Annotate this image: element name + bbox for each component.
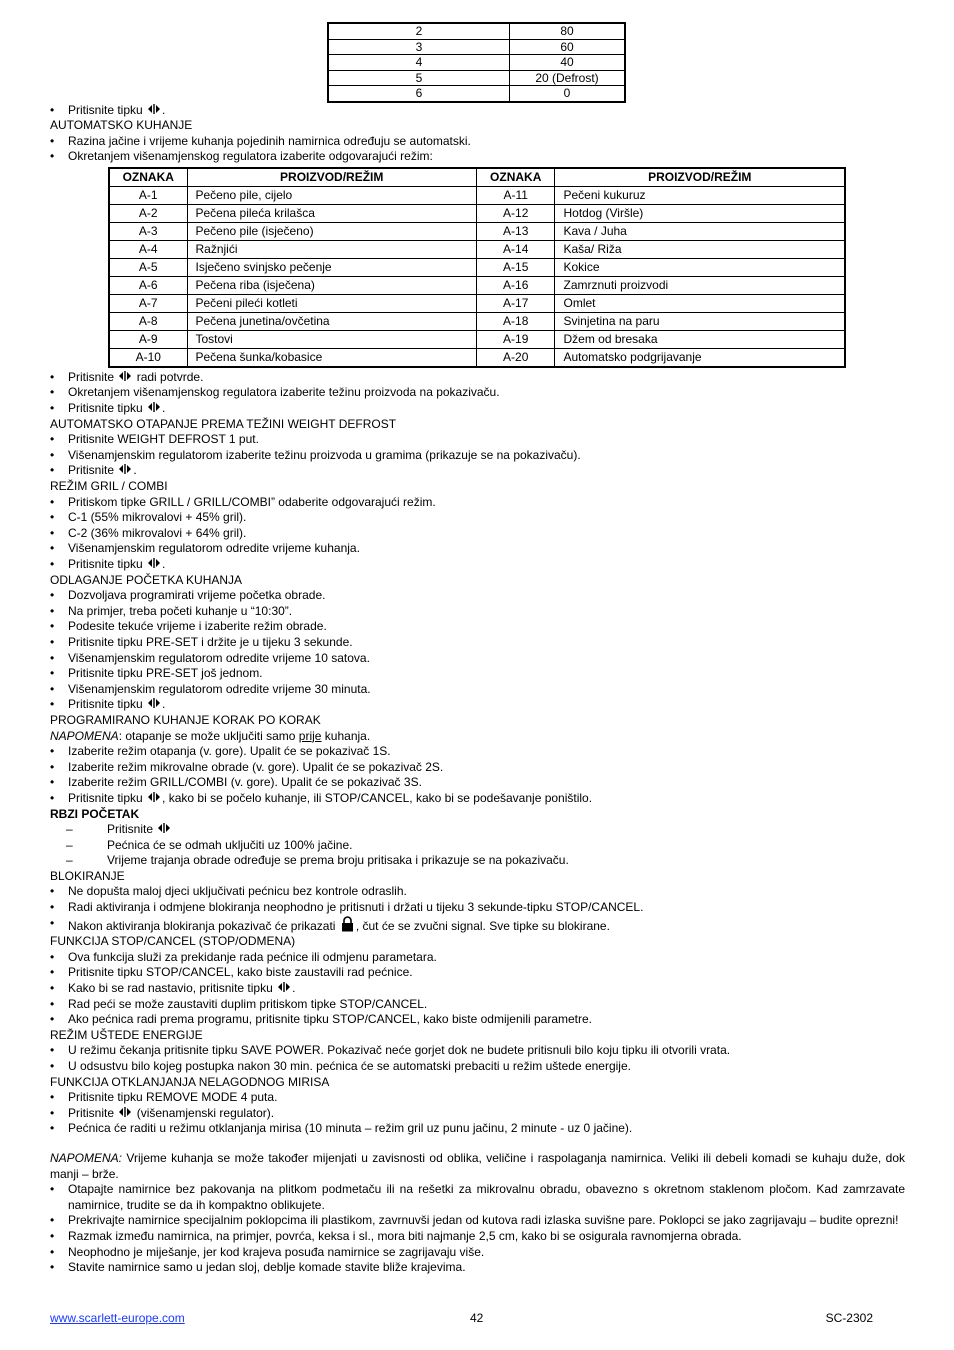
program-name-cell: Automatsko podgrijavanje [555,348,845,367]
program-code-cell: A-9 [109,330,187,348]
bullet: • Višenamjenskim regulatorom odredite vrijeme kuhanja. [50,541,905,557]
lock-icon [341,916,354,932]
program-code-cell: A-18 [476,312,555,330]
table-row [109,258,845,276]
program-code-cell: A-7 [109,294,187,312]
bullet: • Nakon aktiviranja blokiranja pokazivač će prikazati , čut će se zvučni signal. Sve tipke su blokirane. [50,916,905,935]
table-header: PROIZVOD/REŽIM [187,168,476,187]
program-name-cell: Pečeni pileći kotleti [187,294,476,312]
bullet: • Višenamjenskim regulatorom odredite vrijeme 10 satova. [50,651,905,667]
start-dial-icon [118,1106,132,1118]
program-name-cell: Kokice [555,258,845,276]
bullet: • Ne dopušta maloj djeci uključivati pećnicu bez kontrole odraslih. [50,884,905,900]
model-number: SC-2302 [825,1311,873,1325]
bullet: • Pritisnite . [50,463,905,479]
manual-page [50,22,905,1276]
table-row [109,204,845,222]
program-name-cell: Svinjetina na paru [555,312,845,330]
program-name-cell: Kava / Juha [555,222,845,240]
bullet: • C-1 (55% mikrovalovi + 45% gril). [50,510,905,526]
website-link[interactable]: www.scarlett-europe.com [50,1311,185,1325]
bullet: • Pritisnite radi potvrde. [50,370,905,386]
program-code-cell: A-17 [476,294,555,312]
table-row [109,222,845,240]
program-name-cell: Isječeno svinjsko pečenje [187,258,476,276]
bullet: • Rad peći se može zaustaviti duplim pritiskom tipke STOP/CANCEL. [50,997,905,1013]
table-row [109,186,845,204]
bullet: • Dozvoljava programirati vrijeme početka obrade. [50,588,905,604]
start-dial-icon [277,981,291,993]
table-row [328,86,625,102]
start-dial-icon [147,791,161,803]
program-code-cell: A-15 [476,258,555,276]
bullet: • Razina jačine i vrijeme kuhanja pojedinih namirnica određuju se automatski. [50,134,905,150]
program-name-cell: Pečena riba (isječena) [187,276,476,294]
section-title-grill: REŽIM GRIL / COMBI [50,479,168,494]
bullet: • Pritisnite tipku . [50,697,905,713]
bullet: • Pritisnite tipku , kako bi se počelo kuhanje, ili STOP/CANCEL, kako bi se podešavanje poništilo. [50,791,905,807]
power-value-cell: 60 [510,39,626,55]
bullet: • Izaberite režim otapanja (v. gore). Upalit će se pokazivač 1S. [50,744,905,760]
program-code-cell: A-10 [109,348,187,367]
section-title-odor: FUNKCIJA OTKLANJANJA NELAGODNOG MIRISA [50,1074,330,1089]
bullet: • Neophodno je miješanje, jer kod krajeva posuđa namirnice se zagrijavaju više. [50,1245,905,1261]
program-code-cell: A-13 [476,222,555,240]
table-row [328,55,625,71]
bullet: • C-2 (36% mikrovalovi + 64% gril). [50,526,905,542]
start-dial-icon [147,557,161,569]
program-code-cell: A-12 [476,204,555,222]
bullet: • Razmak između namirnica, na primjer, povrća, keksa i sl., mora biti najmanje 2,5 cm, kako bi se osigurala ravnomjerna obrada. [50,1229,905,1245]
bullet: • Stavite namirnice samo u jedan sloj, deblje komade stavite bliže krajevima. [50,1260,905,1276]
table-row [109,312,845,330]
bullet: • U odsustvu bilo kojeg postupka nakon 30 min. pećnica će se automatski prebaciti u režim uštede energije. [50,1059,905,1075]
start-dial-icon [118,463,132,475]
bullet: • Ova funkcija služi za prekidanje rada pećnice ili odmjenu parametara. [50,950,905,966]
power-level-cell: 3 [328,39,510,55]
program-name-cell: Ražnjići [187,240,476,258]
program-name-cell: Pečena junetina/ovčetina [187,312,476,330]
bullet: • Pritisnite tipku PRE-SET još jednom. [50,666,905,682]
bullet: • Pritisnite (višenamjenski regulator). [50,1106,905,1122]
bullet: • Pritisnite tipku STOP/CANCEL, kako biste zaustavili rad pećnice. [50,965,905,981]
program-name-cell: Pečena pileća krilašca [187,204,476,222]
table-row [109,330,845,348]
note: NAPOMENA: otapanje se može uključiti samo prije kuhanja. [50,728,371,743]
dash-item: – Pritisnite [50,822,905,838]
bullet: • Izaberite režim GRILL/COMBI (v. gore). Upalit će se pokazivač 3S. [50,775,905,791]
bullet: • U režimu čekanja pritisnite tipku SAVE POWER. Pokazivač neće gorjet dok ne budete pritisnuli bilo koju tipku ili otvorili vrata. [50,1043,905,1059]
dash-item: – Pećnica će se odmah uključiti uz 100% jačine. [50,838,905,854]
start-dial-icon [157,822,171,834]
bullet: • Višenamjenskim regulatorom odredite vrijeme 30 minuta. [50,682,905,698]
bullet: • Višenamjenskim regulatorom izaberite težinu proizvoda u gramima (prikazuje se na pokazivaču). [50,448,905,464]
program-code-cell: A-5 [109,258,187,276]
table-row [109,294,845,312]
table-row [328,23,625,39]
program-name-cell: Pečeno pile, cijelo [187,186,476,204]
section-title-program: PROGRAMIRANO KUHANJE KORAK PO KORAK [50,712,321,727]
bullet: • Ako pećnica radi prema programu, pritisnite tipku STOP/CANCEL, kako biste odmijenili parametre. [50,1012,905,1028]
program-code-cell: A-3 [109,222,187,240]
power-level-cell: 6 [328,86,510,102]
bullet: • Pritisnite tipku . [50,557,905,573]
bullet: • Radi aktiviranja i odmjene blokiranja neophodno je pritisnuti i držati u tijeku 3 sekunde-tipku STOP/CANCEL. [50,900,905,916]
table-row [109,240,845,258]
section-title-defrost: AUTOMATSKO OTAPANJE PREMA TEŽINI WEIGHT DEFROST [50,416,397,431]
section-title-auto: AUTOMATSKO KUHANJE [50,118,193,133]
start-dial-icon [118,370,132,382]
final-note: NAPOMENA: Vrijeme kuhanja se može također mijenjati u zavisnosti od oblika, veličine i raspolaganja namirnica. Veliki ili debeli komadi se kuhaju duže, dok manji – brže. [50,1150,905,1181]
program-name-cell: Tostovi [187,330,476,348]
power-level-table [327,22,626,103]
start-dial-icon [147,697,161,709]
program-name-cell: Zamrznuti proizvodi [555,276,845,294]
program-name-cell: Pečeni kukuruz [555,186,845,204]
power-value-cell: 0 [510,86,626,102]
bullet: • Pritisnite tipku PRE-SET i držite je u tijeku 3 sekunde. [50,635,905,651]
program-name-cell: Pečeno pile (isječeno) [187,222,476,240]
start-dial-icon [147,401,161,413]
bullet: • Podesite tekuće vrijeme i izaberite režim obrade. [50,619,905,635]
bullet: • Pritisnite WEIGHT DEFROST 1 put. [50,432,905,448]
bullet: • Na primjer, treba početi kuhanje u “10:30”. [50,604,905,620]
bullet: • Pritisnite tipku . [50,401,905,417]
power-level-cell: 5 [328,70,510,86]
program-code-cell: A-1 [109,186,187,204]
table-row [109,348,845,367]
bullet: • Kako bi se rad nastavio, pritisnite tipku . [50,981,905,997]
program-name-cell: Kaša/ Riža [555,240,845,258]
program-code-cell: A-16 [476,276,555,294]
table-header: OZNAKA [476,168,555,187]
program-name-cell: Omlet [555,294,845,312]
bullet: • Pritisnite tipku REMOVE MODE 4 puta. [50,1090,905,1106]
table-header: OZNAKA [109,168,187,187]
section-title-lock: BLOKIRANJE [50,868,125,883]
program-code-cell: A-2 [109,204,187,222]
table-row [328,70,625,86]
bullet: • Pritiskom tipke GRILL / GRILL/COMBI” odaberite odgovarajući režim. [50,495,905,511]
program-name-cell: Pečena šunka/kobasice [187,348,476,367]
program-name-cell: Hotdog (Viršle) [555,204,845,222]
table-row [109,276,845,294]
program-code-cell: A-6 [109,276,187,294]
start-dial-icon [147,103,161,115]
program-code-cell: A-14 [476,240,555,258]
program-code-cell: A-4 [109,240,187,258]
program-code-cell: A-20 [476,348,555,367]
bullet: • Pritisnite tipku . [50,103,905,119]
auto-cook-table [108,167,846,368]
bullet: • Okretanjem višenamjenskog regulatora izaberite težinu proizvoda na pokazivaču. [50,385,905,401]
bullet: • Prekrivajte namirnice specijalnim poklopcima ili plastikom, zavrnuvši jedan od kutova radi izlaska suvišne pare. Poklopci se jako zagrijavaju – budite oprezni! [50,1213,905,1229]
dash-item: – Vrijeme trajanja obrade određuje se prema broju pritisaka i prikazuje se na pokazivaču. [50,853,905,869]
program-code-cell: A-19 [476,330,555,348]
bullet: • Izaberite režim mikrovalne obrade (v. gore). Upalit će se pokazivač 2S. [50,760,905,776]
power-value-cell: 40 [510,55,626,71]
program-code-cell: A-8 [109,312,187,330]
table-header: PROIZVOD/REŽIM [555,168,845,187]
bullet: • Okretanjem višenamjenskog regulatora izaberite odgovarajući režim: [50,149,905,165]
bullet: • Otapajte namirnice bez pakovanja na plitkom podmetaču ili na rešetki za mikrovalnu obradu, obavezno s okretnom staklenom pločom. Kad zamrzavate namirnice, trudite se da ih kompaktno oblikujete. [50,1182,905,1213]
page-number: 42 [470,1311,484,1325]
power-value-cell: 80 [510,23,626,39]
section-title-save: REŽIM UŠTEDE ENERGIJE [50,1027,203,1042]
section-title-quick: RBZI POČETAK [50,806,140,821]
section-title-delay: ODLAGANJE POČETKA KUHANJA [50,572,243,587]
program-code-cell: A-11 [476,186,555,204]
power-level-cell: 4 [328,55,510,71]
program-name-cell: Džem od bresaka [555,330,845,348]
power-level-cell: 2 [328,23,510,39]
bullet: • Pećnica će raditi u režimu otklanjanja mirisa (10 minuta – režim gril uz punu jačinu, 2 minute - uz 0 jačine). [50,1121,905,1137]
table-row [328,39,625,55]
power-value-cell: 20 (Defrost) [510,70,626,86]
section-title-stop: FUNKCIJA STOP/CANCEL (STOP/ODMENA) [50,934,296,949]
